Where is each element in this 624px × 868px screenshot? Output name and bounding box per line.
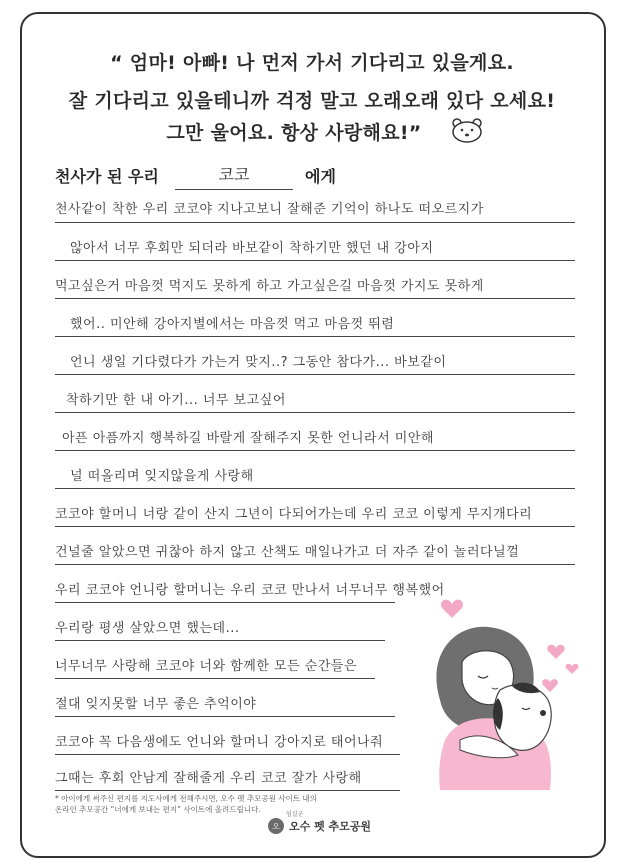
letter-line: 착하기만 한 내 아기... 너무 보고싶어	[66, 393, 286, 408]
heart-icon	[542, 679, 557, 692]
letter-line: 먹고싶은거 마음껏 먹지도 못하게 하고 가고싶은길 마음껏 가지도 못하게	[55, 279, 484, 294]
woman-hugging-dog-illustration	[400, 590, 590, 790]
ruled-line	[55, 716, 395, 717]
ruled-line	[55, 678, 375, 679]
letter-line: 그때는 후회 안남게 잘해줄게 우리 코코 잘가 사랑해	[55, 771, 362, 786]
letter-line: 했어.. 미안해 강아지별에서는 마음껏 먹고 마음껏 뛰렴	[70, 317, 395, 332]
greeting-prefix: 천사가 된 우리	[55, 167, 159, 186]
footer-note-line: 온라인 추모공간 “너에게 보내는 편지” 사이트에 올려드립니다.	[55, 805, 261, 814]
letter-line: 건널줄 알았으면 귀찮아 하지 않고 산책도 매일나가고 더 자주 같이 놀러다닐껄	[55, 545, 520, 560]
letter-line: 절대 잊지못할 너무 좋은 추억이야	[55, 697, 257, 712]
ruled-line	[55, 374, 575, 375]
ruled-line	[55, 790, 400, 791]
letter-line: 널 떠올리며 잊지않을게 사랑해	[70, 469, 254, 484]
logo-region-label: 임실군	[286, 811, 304, 818]
ruled-line	[55, 564, 575, 565]
quote-line-1: “ 엄마! 아빠! 나 먼저 가서 기다리고 있을게요.	[110, 52, 514, 74]
ruled-line	[55, 754, 400, 755]
letter-line: 않아서 너무 후회만 되더라 바보같이 착하기만 했던 내 강아지	[70, 241, 434, 256]
logo	[268, 818, 371, 834]
letter-line: 코코야 할머니 너랑 같이 산지 그년이 다되어가는데 우리 코코 이렇게 무지개다리	[55, 507, 533, 522]
ruled-line	[55, 602, 395, 603]
greeting-name: 코코	[175, 162, 293, 190]
heart-icon	[441, 600, 463, 618]
quote-line-3: 그만 울어요. 항상 사랑해요!”	[166, 122, 422, 144]
greeting-suffix: 에게	[305, 167, 336, 186]
footer-note	[55, 793, 355, 815]
letter-line: 우리랑 평생 살았으면 했는데...	[55, 621, 240, 636]
letter-line: 코코야 꼭 다음생에도 언니와 할머니 강아지로 태어나줘	[55, 735, 384, 750]
letter-line: 아픈 아픔까지 행복하길 바랄게 잘해주지 못한 언니라서 미안해	[62, 431, 434, 446]
ruled-line	[55, 298, 575, 299]
bear-face-icon	[450, 116, 484, 144]
logo-text: 오수 펫 추모공원	[289, 820, 372, 833]
ruled-line	[55, 222, 575, 223]
ruled-line	[55, 260, 575, 261]
letter-line: 우리 코코야 언니랑 할머니는 우리 코코 만나서 너무너무 행복했어	[55, 583, 445, 598]
heart-icon	[547, 645, 564, 659]
letter-line: 너무너무 사랑해 코코야 너와 함께한 모든 순간들은	[55, 659, 358, 674]
ruled-line	[55, 450, 575, 451]
letter-line: 언니 생일 기다렸다가 가는거 맞지..? 그동안 참다가... 바보같이	[70, 355, 447, 370]
quote-line-2: 잘 기다리고 있을테니까 걱정 말고 오래오래 있다 오세요!	[68, 90, 556, 112]
letter-line: 천사같이 착한 우리 코코야 지나고보니 잘해준 기억이 하나도 떠오르지가	[55, 202, 484, 217]
heart-icon	[566, 664, 579, 674]
ruled-line	[55, 488, 575, 489]
ruled-line	[55, 640, 385, 641]
footer-note-line: * 아이에게 써주신 편지를 지도사에게 전해주시면, 오수 펫 추모공원 사이트 내의	[55, 794, 317, 803]
logo-mark-icon: 오	[268, 818, 284, 834]
ruled-line	[55, 336, 575, 337]
ruled-line	[55, 526, 575, 527]
ruled-line	[55, 412, 575, 413]
